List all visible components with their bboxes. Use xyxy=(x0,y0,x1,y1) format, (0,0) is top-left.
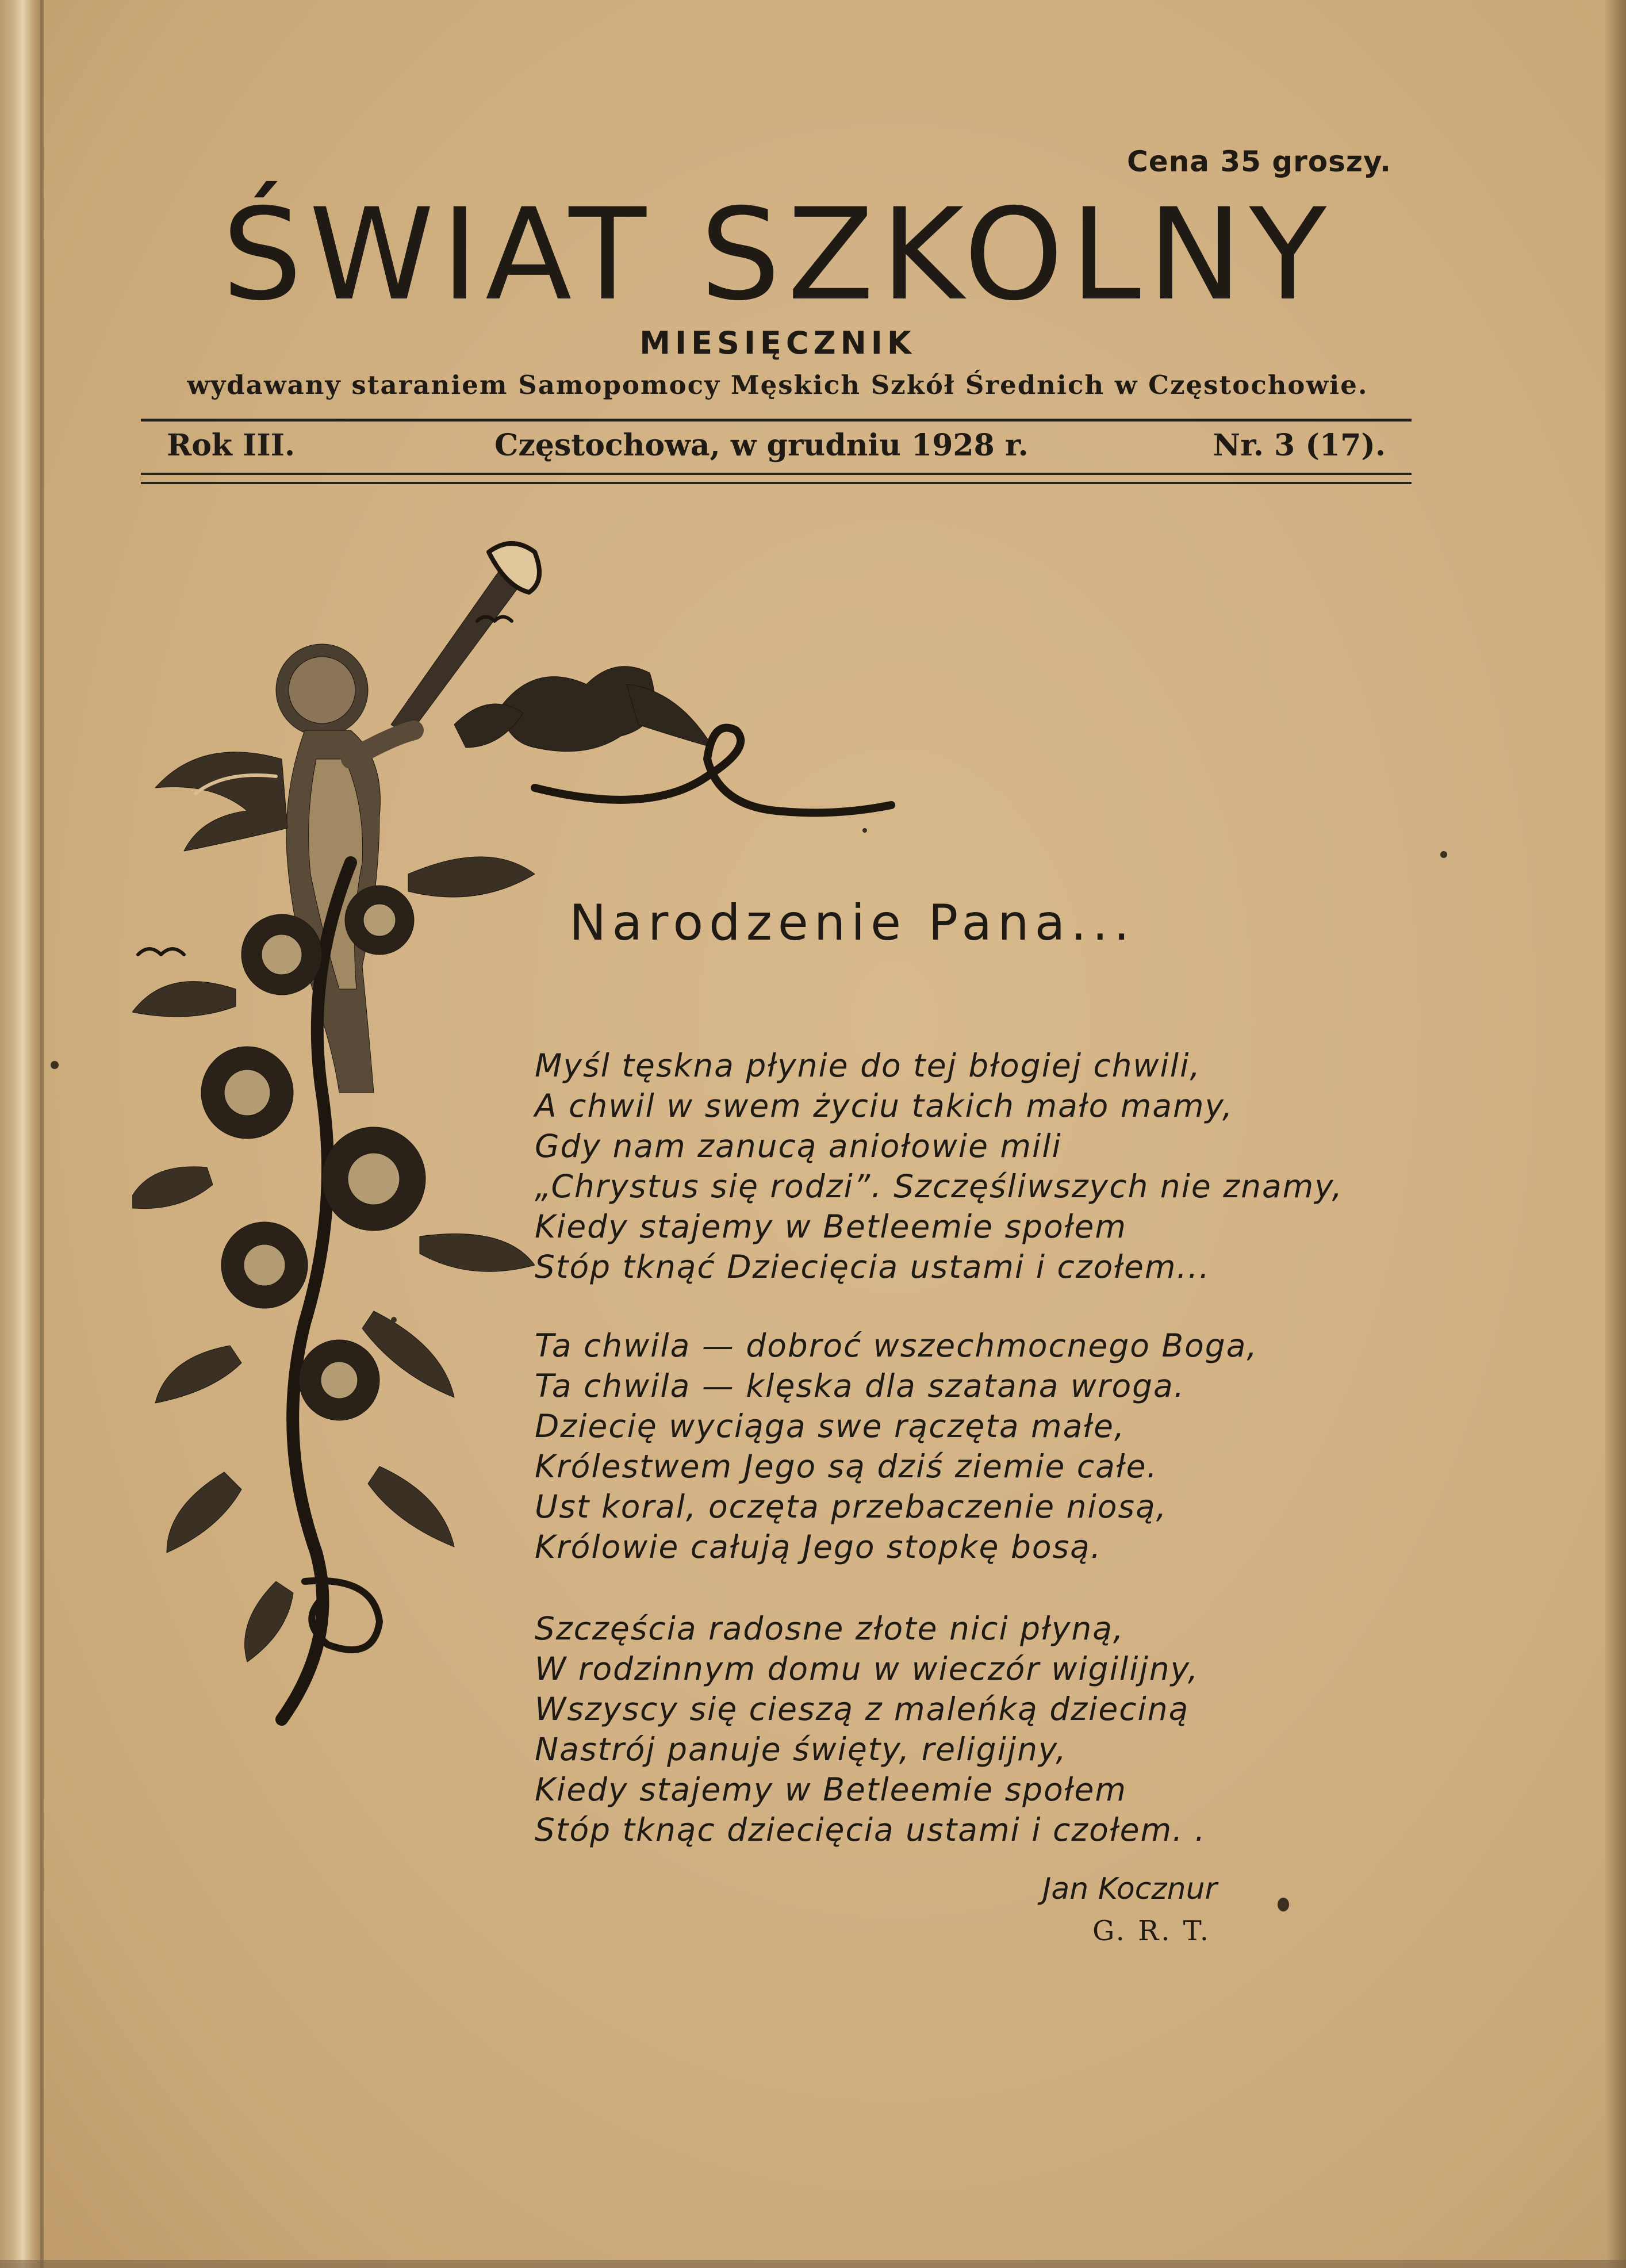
poem-line: Królowie całują Jego stopkę bosą. xyxy=(535,1528,1102,1565)
page-bottom-edge xyxy=(0,2260,1626,2268)
poem-line: Kiedy stajemy w Betleemie społem xyxy=(535,1771,1127,1808)
poem-line: W rodzinnym domu w wieczór wigilijny, xyxy=(535,1650,1199,1687)
paper-speck xyxy=(1278,1898,1289,1911)
poem-line: Ust koral, oczęta przebaczenie niosą, xyxy=(535,1488,1168,1525)
publisher-line: wydawany staraniem Samopomocy Męskich Szkół Średnich w Częstochowie. xyxy=(187,370,1368,400)
poem-line: Kiedy stajemy w Betleemie społem xyxy=(535,1208,1127,1245)
poem-author-initials: G. R. T. xyxy=(1092,1915,1211,1947)
masthead-rule-bottom-double xyxy=(141,482,1412,484)
poem-line: A chwil w swem życiu takich mało mamy, xyxy=(535,1087,1234,1124)
paper-speck xyxy=(391,1317,397,1323)
masthead-title: ŚWIAT SZKOLNY xyxy=(221,181,1334,328)
binding-strip xyxy=(0,0,41,2268)
issue-place-date: Częstochowa, w grudniu 1928 r. xyxy=(494,428,1029,463)
poem-author: Jan Kocznur xyxy=(1042,1872,1217,1906)
poem-line: Wszyscy się cieszą z maleńką dzieciną xyxy=(535,1691,1190,1727)
poem-stanza xyxy=(535,1325,1258,1567)
poem-title: Narodzenie Pana... xyxy=(569,894,1136,952)
poem-line: Stóp tknąc dziecięcia ustami i czołem. . xyxy=(535,1811,1206,1848)
issue-number: Nr. 3 (17). xyxy=(1213,428,1386,463)
poem-line: Ta chwila — dobroć wszechmocnego Boga, xyxy=(535,1327,1258,1364)
paper-speck xyxy=(1440,851,1447,858)
poem-line: Ta chwila — klęska dla szatana wroga. xyxy=(535,1367,1186,1404)
poem-stanza xyxy=(535,1045,1343,1287)
poem-line: Nastrój panuje święty, religijny, xyxy=(535,1731,1067,1768)
issue-year: Rok III. xyxy=(167,428,296,463)
poem-line: Gdy nam zanucą aniołowie mili xyxy=(535,1128,1062,1164)
page-right-edge xyxy=(1605,0,1626,2268)
poem-stanza xyxy=(535,1608,1206,1850)
masthead-subtitle: MIESIĘCZNIK xyxy=(639,325,916,361)
poem-line: Myśl tęskna płynie do tej błogiej chwili, xyxy=(535,1047,1201,1084)
poem-line: Dziecię wyciąga swe rączęta małe, xyxy=(535,1408,1126,1445)
paper-speck xyxy=(862,828,867,833)
poem-line: „Chrystus się rodzi”. Szczęśliwszych nie znamy, xyxy=(535,1168,1344,1205)
poem-line: Stóp tknąć Dziecięcia ustami i czołem... xyxy=(535,1248,1210,1285)
binding-edge xyxy=(40,0,44,2268)
poem-line: Szczęścia radosne złote nici płyną, xyxy=(535,1610,1125,1647)
poem-line: Królestwem Jego są dziś ziemie całe. xyxy=(535,1448,1158,1485)
paper-speck xyxy=(51,1061,59,1069)
issue-info-row xyxy=(167,428,1397,468)
masthead-rule-top xyxy=(141,419,1412,422)
price-label: Cena 35 groszy. xyxy=(1127,145,1391,178)
masthead-rule-bottom xyxy=(141,473,1412,475)
